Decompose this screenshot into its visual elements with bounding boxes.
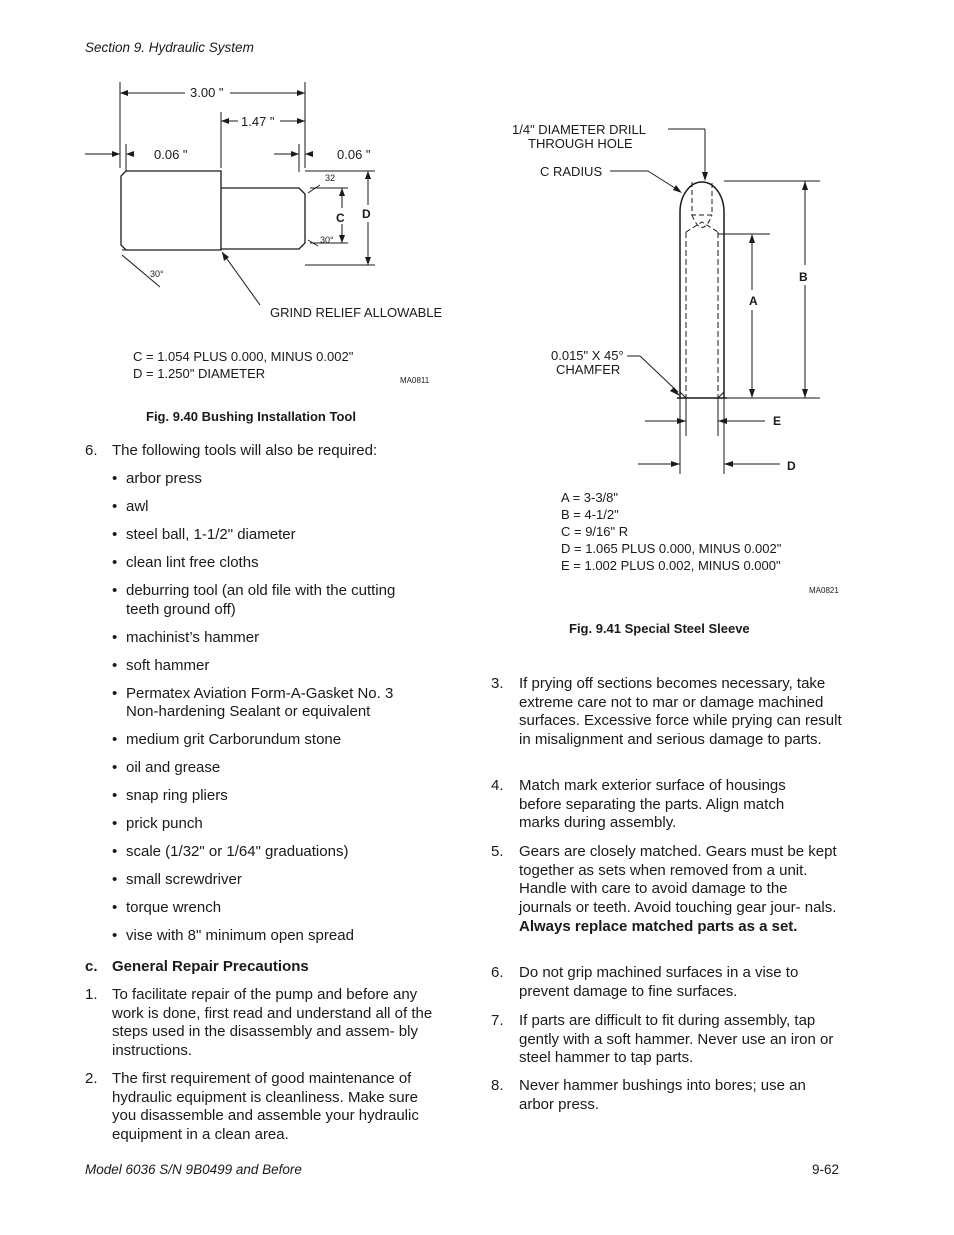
list-item: • clean lint free cloths	[112, 554, 442, 573]
spec-c: C = 1.054 PLUS 0.000, MINUS 0.002"	[133, 349, 354, 364]
section-title: General Repair Precautions	[112, 958, 309, 975]
label-32: 32	[325, 173, 336, 183]
list-item: • prick punch	[112, 815, 442, 834]
tools-list	[112, 470, 442, 946]
list-item: • oil and grease	[112, 759, 442, 778]
list-item: • snap ring pliers	[112, 787, 442, 806]
label-b: B	[799, 270, 808, 284]
list-item: • deburring tool (an old file with the cutting teeth ground off)	[112, 582, 416, 619]
p3-text: If prying off sections becomes necessary, take extreme care not to mar or damage machined surfaces. Excessive force while prying can result in misalignment and serious damage to parts.	[519, 675, 842, 749]
label-c: C	[336, 211, 345, 225]
p1-text: To facilitate repair of the pump and before any work is done, first read and understand all of the steps used in the disassembly and assem- bly instructions.	[112, 986, 433, 1060]
p8-number: 8.	[491, 1077, 504, 1094]
chamfer-line2: CHAMFER	[556, 362, 621, 377]
p2-number: 2.	[85, 1070, 98, 1087]
p7-number: 7.	[491, 1012, 504, 1029]
c-radius-label: C RADIUS	[540, 164, 603, 179]
fig-caption: Fig. 9.41 Special Steel Sleeve	[569, 621, 750, 636]
spec-d: D = 1.250" DIAMETER	[133, 366, 266, 381]
item-6-text: The following tools will also be required:	[112, 442, 378, 459]
drill-line1: 1/4" DIAMETER DRILL	[512, 122, 646, 137]
spec-e: E = 1.002 PLUS 0.002, MINUS 0.000"	[561, 558, 781, 573]
list-item: • steel ball, 1-1/2" diameter	[112, 526, 442, 545]
list-item: • machinist’s hammer	[112, 629, 442, 648]
p8-text: Never hammer bushings into bores; use an arbor press.	[519, 1077, 806, 1113]
list-item: • vise with 8" minimum open spread	[112, 927, 442, 946]
list-item: • soft hammer	[112, 657, 442, 676]
p5-number: 5.	[491, 843, 504, 860]
fig-caption: Fig. 9.40 Bushing Installation Tool	[146, 409, 356, 424]
p6-text: Do not grip machined surfaces in a vise to prevent damage to fine surfaces.	[519, 964, 799, 1000]
dim-left: 0.06 "	[154, 147, 188, 162]
list-item: • awl	[112, 498, 442, 517]
list-item: • Permatex Aviation Form-A-Gasket No. 3 Non-hardening Sealant or equivalent	[112, 685, 416, 722]
label-d: D	[362, 207, 371, 221]
label-e: E	[773, 414, 782, 428]
footer-page-number: 9-62	[812, 1162, 840, 1177]
angle-top: 30°	[320, 235, 334, 245]
p6-number: 6.	[491, 964, 504, 981]
list-item: • torque wrench	[112, 899, 442, 918]
p1-number: 1.	[85, 986, 98, 1003]
fig-code: MA0821	[809, 586, 839, 595]
fig-code: MA0811	[400, 376, 430, 385]
footer-model: Model 6036 S/N 9B0499 and Before	[85, 1162, 302, 1177]
spec-a: A = 3-3/8"	[561, 490, 619, 505]
p3-number: 3.	[491, 675, 504, 692]
spec-d: D = 1.065 PLUS 0.000, MINUS 0.002"	[561, 541, 782, 556]
list-item: • scale (1/32" or 1/64" graduations)	[112, 843, 442, 862]
fig-9-41-drawing	[480, 0, 954, 650]
spec-b: B = 4-1/2"	[561, 507, 619, 522]
page-header: Section 9. Hydraulic System	[85, 40, 254, 55]
fig-9-40-drawing	[0, 0, 480, 430]
angle-bottom: 30°	[150, 269, 164, 279]
label-a: A	[749, 294, 758, 308]
dim-step: 1.47 "	[241, 114, 275, 129]
list-item: • arbor press	[112, 470, 442, 489]
p2-text: The first requirement of good maintenance of hydraulic equipment is cleanliness. Make sure you disassemble and assemble your hydraulic equipment in a clean area.	[112, 1070, 419, 1144]
p5-body: Gears are closely matched. Gears must be kept together as sets when removed from a unit. Handle with care to avoid damage to the journals or teeth. Avoid touching gear jour- nals.	[519, 843, 837, 917]
spec-c: C = 9/16" R	[561, 524, 629, 539]
p5-text	[519, 843, 844, 937]
p4-text: Match mark exterior surface of housings before separating the parts. Align match marks during assembly.	[519, 777, 786, 832]
grind-label: GRIND RELIEF ALLOWABLE	[270, 305, 443, 320]
p5-bold: Always replace matched parts as a set.	[519, 917, 798, 935]
item-6-number: 6.	[85, 442, 98, 459]
section-letter: c.	[85, 958, 98, 975]
chamfer-line1: 0.015" X 45°	[551, 348, 624, 363]
label-d: D	[787, 459, 796, 473]
p7-text: If parts are difficult to fit during assembly, tap gently with a soft hammer. Never use an iron or steel hammer to tap parts.	[519, 1012, 834, 1067]
list-item: • medium grit Carborundum stone	[112, 731, 442, 750]
dim-right: 0.06 "	[337, 147, 371, 162]
dim-total: 3.00 "	[190, 85, 224, 100]
p4-number: 4.	[491, 777, 504, 794]
drill-line2: THROUGH HOLE	[528, 136, 633, 151]
list-item: • small screwdriver	[112, 871, 442, 890]
